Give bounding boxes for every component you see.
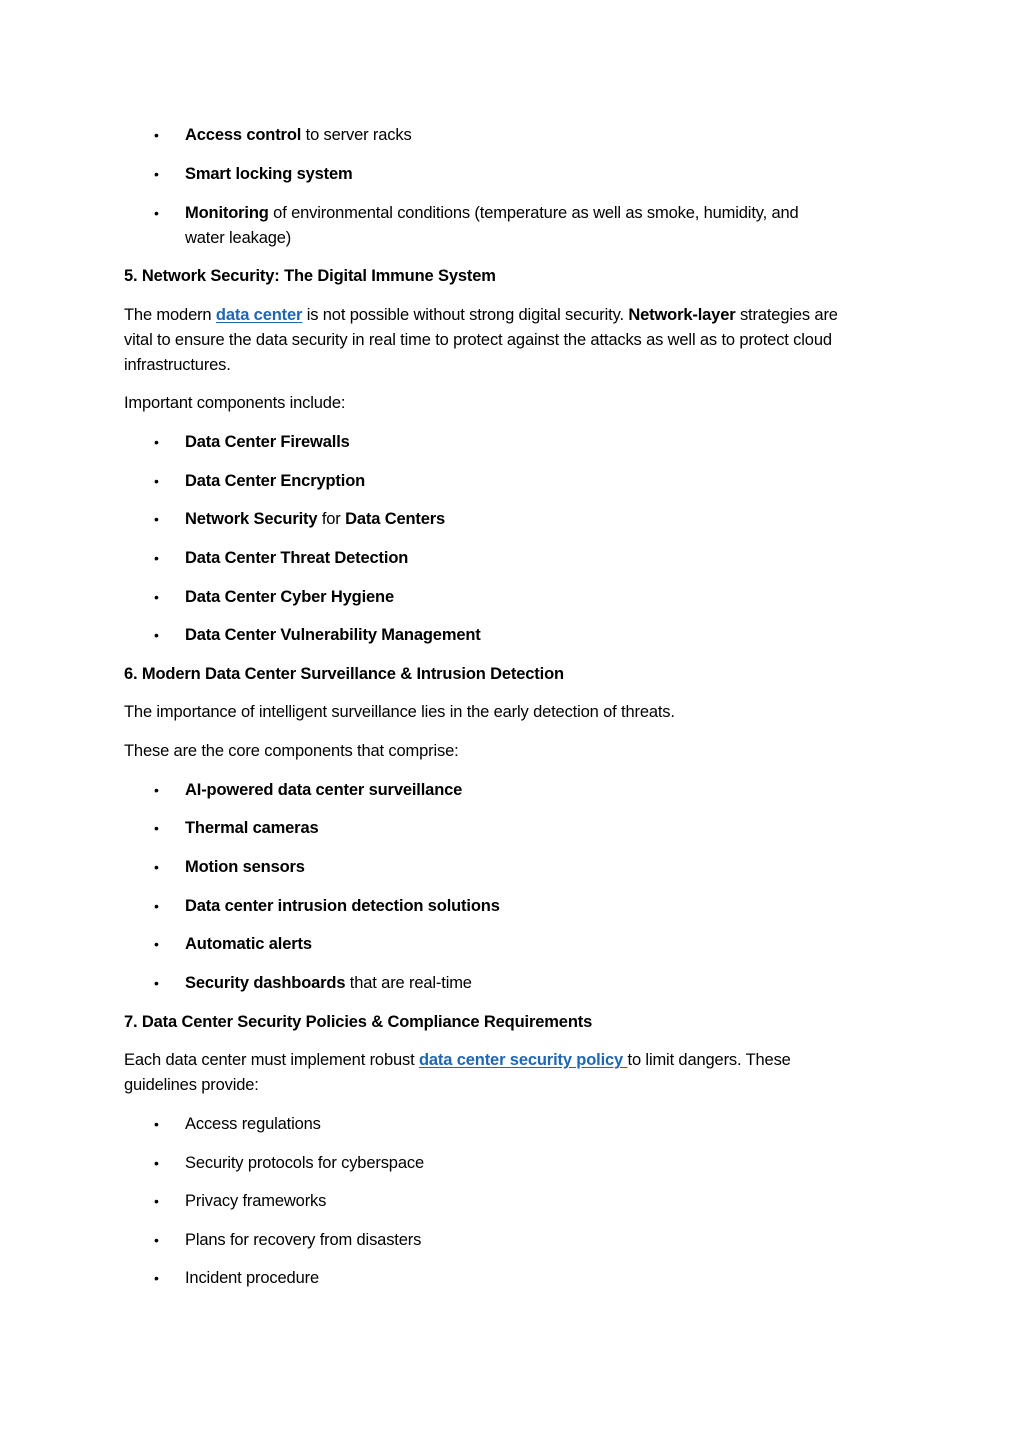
item-text-continuation: water leakage) xyxy=(185,229,292,247)
item-bold-text: Smart locking system xyxy=(185,165,353,183)
bullet-icon: • xyxy=(154,936,159,952)
bullet-icon: • xyxy=(154,205,159,221)
item-bold-text: Automatic alerts xyxy=(185,935,312,953)
item-bold-text: Data Center Vulnerability Management xyxy=(185,626,481,644)
item-bold-text: Data Center Threat Detection xyxy=(185,549,409,567)
paragraph-text: is not possible without strong digital security. xyxy=(302,306,629,324)
paragraph-line: vital to ensure the data security in real time to protect against the attacks as well as to protect cloud xyxy=(124,331,832,349)
security-policy-link[interactable]: data center security policy xyxy=(418,1051,628,1069)
paragraph-line: The importance of intelligent surveillance lies in the early detection of threats. xyxy=(124,703,675,721)
paragraph-text: The modern xyxy=(124,306,216,324)
data-center-link[interactable]: data center xyxy=(215,306,303,324)
item-bold-text: Monitoring xyxy=(185,204,269,222)
item-bold-text: Motion sensors xyxy=(185,858,305,876)
paragraph-text: Each data center must implement robust xyxy=(124,1051,419,1069)
bullet-icon: • xyxy=(154,1270,159,1286)
paragraph-line xyxy=(124,303,838,328)
bullet-icon: • xyxy=(154,127,159,143)
bullet-icon: • xyxy=(154,975,159,991)
section-heading: 7. Data Center Security Policies & Compliance Requirements xyxy=(124,1013,593,1031)
item-text: that are real-time xyxy=(345,974,472,992)
item-bold-text: AI-powered data center surveillance xyxy=(185,781,463,799)
item-bold-text: Data Center Firewalls xyxy=(185,433,350,451)
item-text: for xyxy=(317,510,346,528)
bullet-icon: • xyxy=(154,1232,159,1248)
bullet-icon: • xyxy=(154,1155,159,1171)
item-text: to server racks xyxy=(301,126,412,144)
bullet-icon: • xyxy=(154,782,159,798)
paragraph-line xyxy=(124,1048,791,1073)
item-bold-text: Data Center Cyber Hygiene xyxy=(185,588,394,606)
bullet-icon: • xyxy=(154,859,159,875)
bullet-icon: • xyxy=(154,511,159,527)
bullet-icon: • xyxy=(154,589,159,605)
bullet-icon: • xyxy=(154,550,159,566)
paragraph-bold-text: Network-layer xyxy=(628,306,736,324)
bullet-icon: • xyxy=(154,1193,159,1209)
item-bold-text: Access control xyxy=(185,126,302,144)
item-bold-text: Data center intrusion detection solutions xyxy=(185,897,500,915)
item-bold-text: Security dashboards xyxy=(185,974,346,992)
paragraph-line: infrastructures. xyxy=(124,356,231,374)
section-heading: 6. Modern Data Center Surveillance & Intrusion Detection xyxy=(124,665,564,683)
bullet-icon: • xyxy=(154,898,159,914)
list-intro: Important components include: xyxy=(124,394,346,412)
item-text: Access regulations xyxy=(185,1115,321,1133)
bullet-icon: • xyxy=(154,1116,159,1132)
item-text: Privacy frameworks xyxy=(185,1192,327,1210)
item-text: Security protocols for cyberspace xyxy=(185,1154,424,1172)
bullet-icon: • xyxy=(154,627,159,643)
item-bold-text: Data Centers xyxy=(345,510,446,528)
section-heading: 5. Network Security: The Digital Immune System xyxy=(124,267,496,285)
bullet-icon: • xyxy=(154,473,159,489)
paragraph-text: strategies are xyxy=(735,306,838,324)
item-text: of environmental conditions (temperature as well as smoke, humidity, and xyxy=(268,204,799,222)
item-text: Plans for recovery from disasters xyxy=(185,1231,422,1249)
paragraph-line: guidelines provide: xyxy=(124,1076,259,1094)
bullet-icon: • xyxy=(154,434,159,450)
item-text: Incident procedure xyxy=(185,1269,319,1287)
bullet-icon: • xyxy=(154,820,159,836)
paragraph-text: to limit dangers. These xyxy=(627,1051,791,1069)
list-intro: These are the core components that comprise: xyxy=(124,742,459,760)
item-bold-text: Network Security xyxy=(185,510,318,528)
item-bold-text: Data Center Encryption xyxy=(185,472,366,490)
item-bold-text: Thermal cameras xyxy=(185,819,319,837)
bullet-icon: • xyxy=(154,166,159,182)
